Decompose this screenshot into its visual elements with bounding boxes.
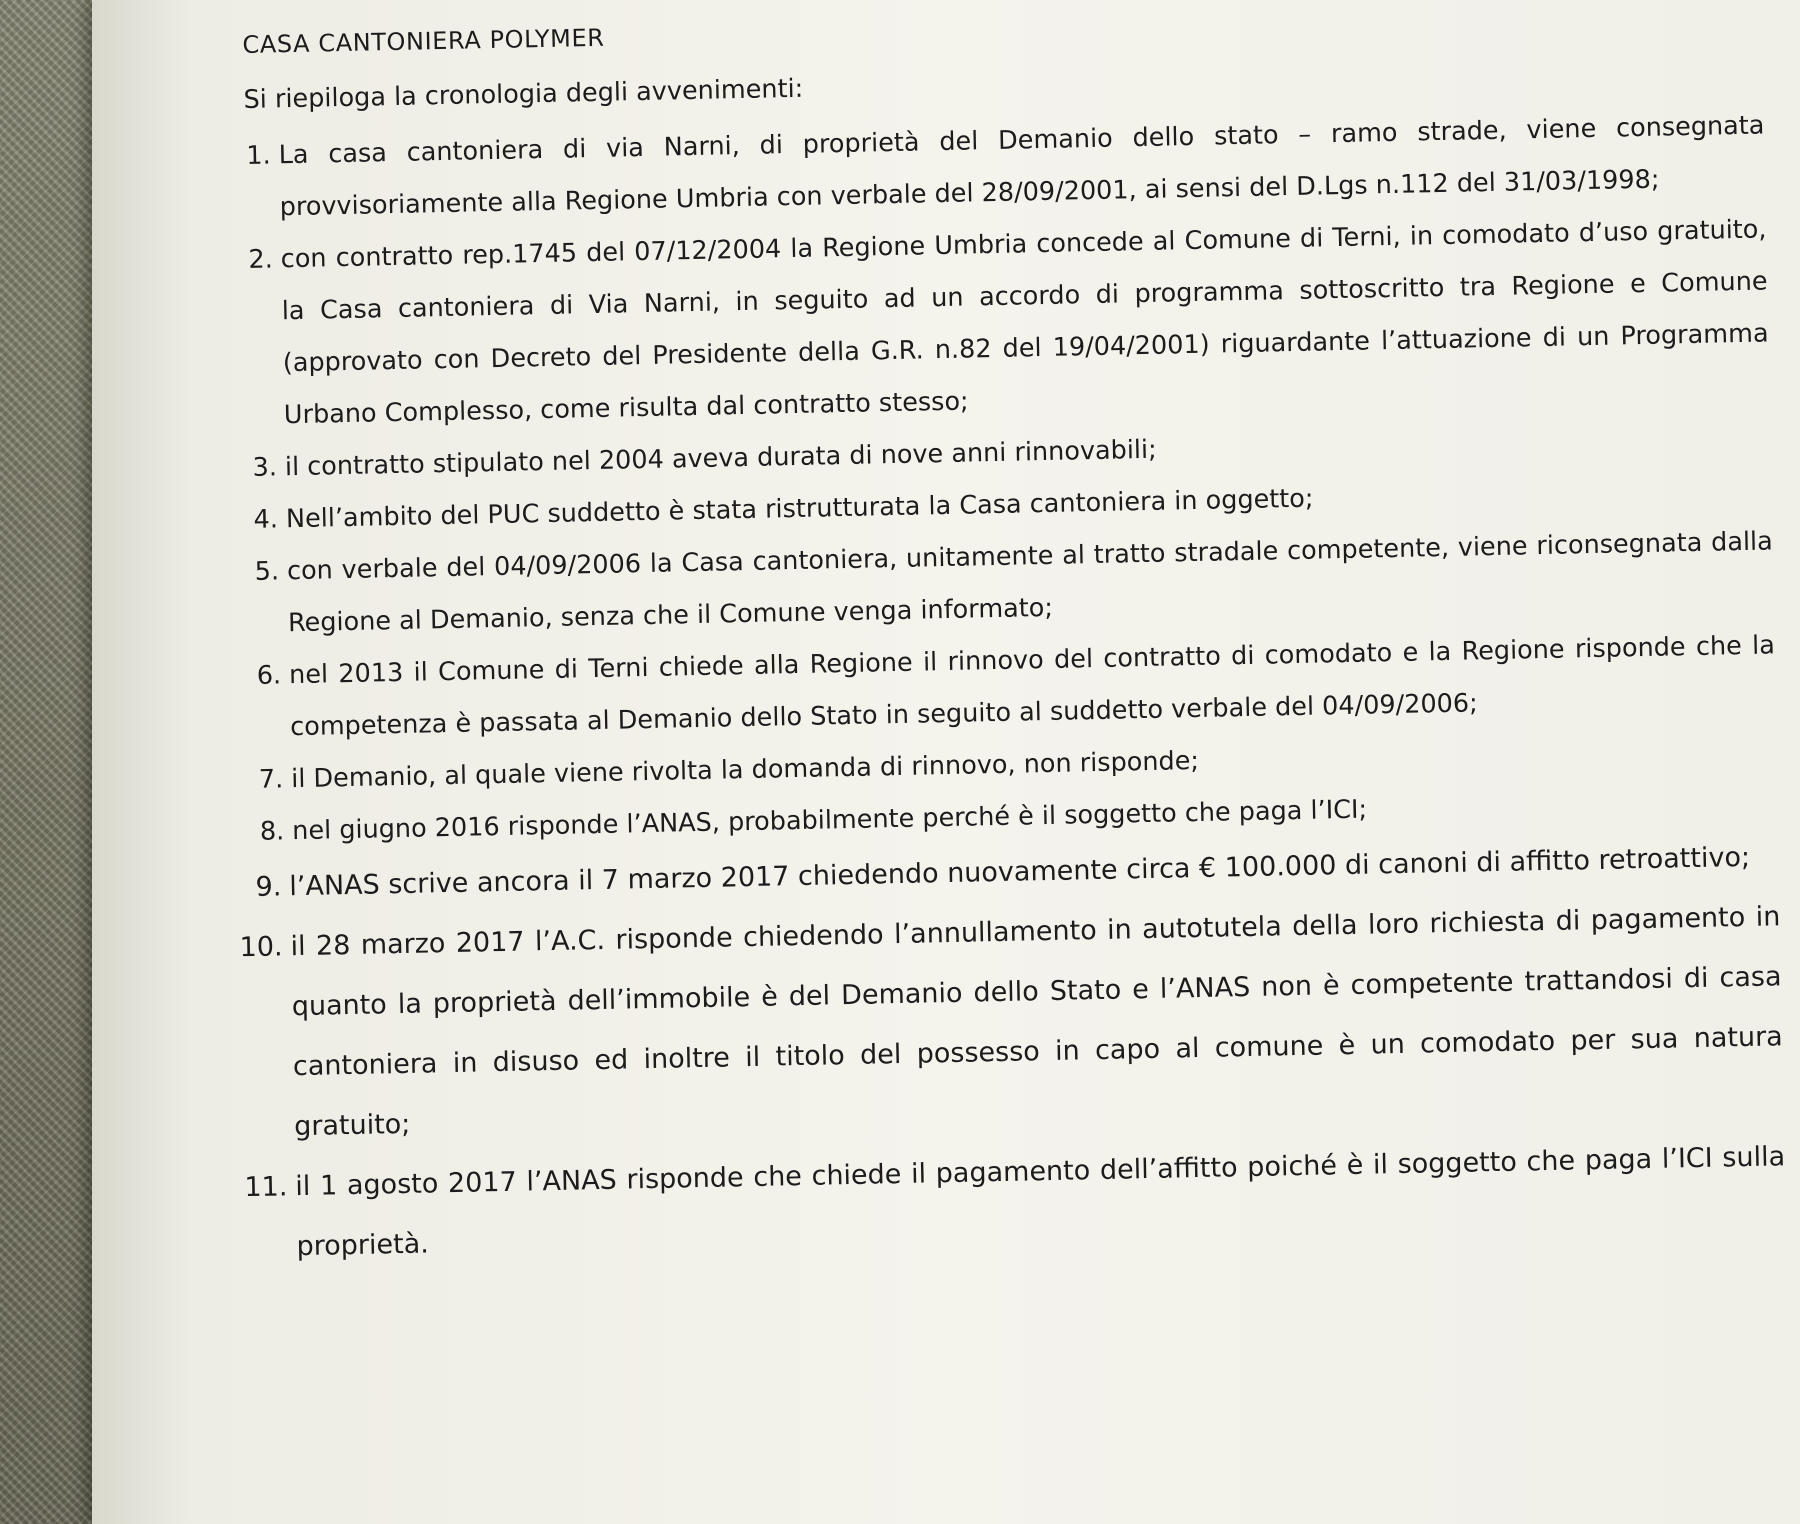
item-number: 3. bbox=[252, 452, 278, 483]
item-text: il Demanio, al quale viene rivolta la domanda di rinnovo, non risponde; bbox=[290, 745, 1200, 795]
document-body bbox=[239, 0, 1787, 1278]
item-text: il 1 agosto 2017 l’ANAS risponde che chiede il pagamento dell’affitto poiché è il soggetto che paga l’ICI sulla proprietà. bbox=[295, 1141, 1786, 1263]
item-text: con verbale del 04/09/2006 la Casa cantoniera, unitamente al tratto stradale competente, viene riconsegnata dalla Regione al Demanio, senza che il Comune venga informato; bbox=[286, 526, 1774, 639]
paper-sheet bbox=[92, 0, 1800, 1524]
item-number: 6. bbox=[256, 660, 282, 691]
item-number: 7. bbox=[258, 764, 284, 795]
item-text: l’ANAS scrive ancora il 7 marzo 2017 chiedendo nuovamente circa € 100.000 di canoni di affitto retroattivo; bbox=[289, 841, 1751, 903]
item-number: 8. bbox=[259, 816, 285, 847]
item-number: 5. bbox=[254, 556, 280, 587]
item-text: nel 2013 il Comune di Terni chiede alla Regione il rinnovo del contratto di comodato e la Regione risponde che la competenza è passata al Demanio dello Stato in seguito al suddetto verbale del 04/09/2006; bbox=[288, 630, 1776, 743]
chronology-list bbox=[239, 99, 1787, 1277]
list-item bbox=[246, 203, 1770, 441]
item-number: 1. bbox=[246, 140, 271, 171]
item-number: 2. bbox=[248, 244, 274, 275]
item-text: nel giugno 2016 risponde l’ANAS, probabilmente perché è il soggetto che paga l’ICI; bbox=[291, 794, 1368, 847]
item-text: il contratto stipulato nel 2004 aveva durata di nove anni rinnovabili; bbox=[284, 434, 1157, 483]
item-number: 4. bbox=[253, 504, 279, 535]
item-number: 10. bbox=[239, 931, 283, 964]
item-text: La casa cantoniera di via Narni, di proprietà del Demanio dello stato – ramo strade, viene consegnata provvisoriamente alla Regione Umbria con verbale del 28/09/2001, ai sensi del D.Lgs n.112 del 31/03/1998; bbox=[278, 110, 1765, 223]
list-item bbox=[239, 887, 1785, 1157]
item-text: con contratto rep.1745 del 07/12/2004 la Regione Umbria concede al Comune di Terni, in comodato d’uso gratuito, la Casa cantoniera di Via Narni, in seguito ad un accordo di programma sottoscritto tra Regione e Comune (approvato con Decreto del Presidente della G.R. n.82 del 19/04/2001) riguardante l’attuazione di un Programma Urbano Complesso, come risulta dal contratto stesso; bbox=[280, 214, 1769, 431]
item-number: 9. bbox=[255, 871, 282, 903]
item-number: 11. bbox=[244, 1171, 288, 1204]
item-text: il 28 marzo 2017 l’A.C. risponde chiedendo l’annullamento in autotutela della loro richiesta di pagamento in quanto la proprietà dell’immobile è del Demanio dello Stato e l’ANAS non è competente trattandosi di casa cantoniera in disuso ed inoltre il titolo del possesso in capo al comune è un comodato per sua natura gratuito; bbox=[290, 901, 1783, 1143]
document-heading: CASA CANTONIERA POLYMER bbox=[242, 23, 605, 59]
document-intro: Si riepiloga la cronologia degli avvenimenti: bbox=[243, 73, 804, 115]
item-text: Nell’ambito del PUC suddetto è stata ristrutturata la Casa cantoniera in oggetto; bbox=[285, 483, 1314, 535]
